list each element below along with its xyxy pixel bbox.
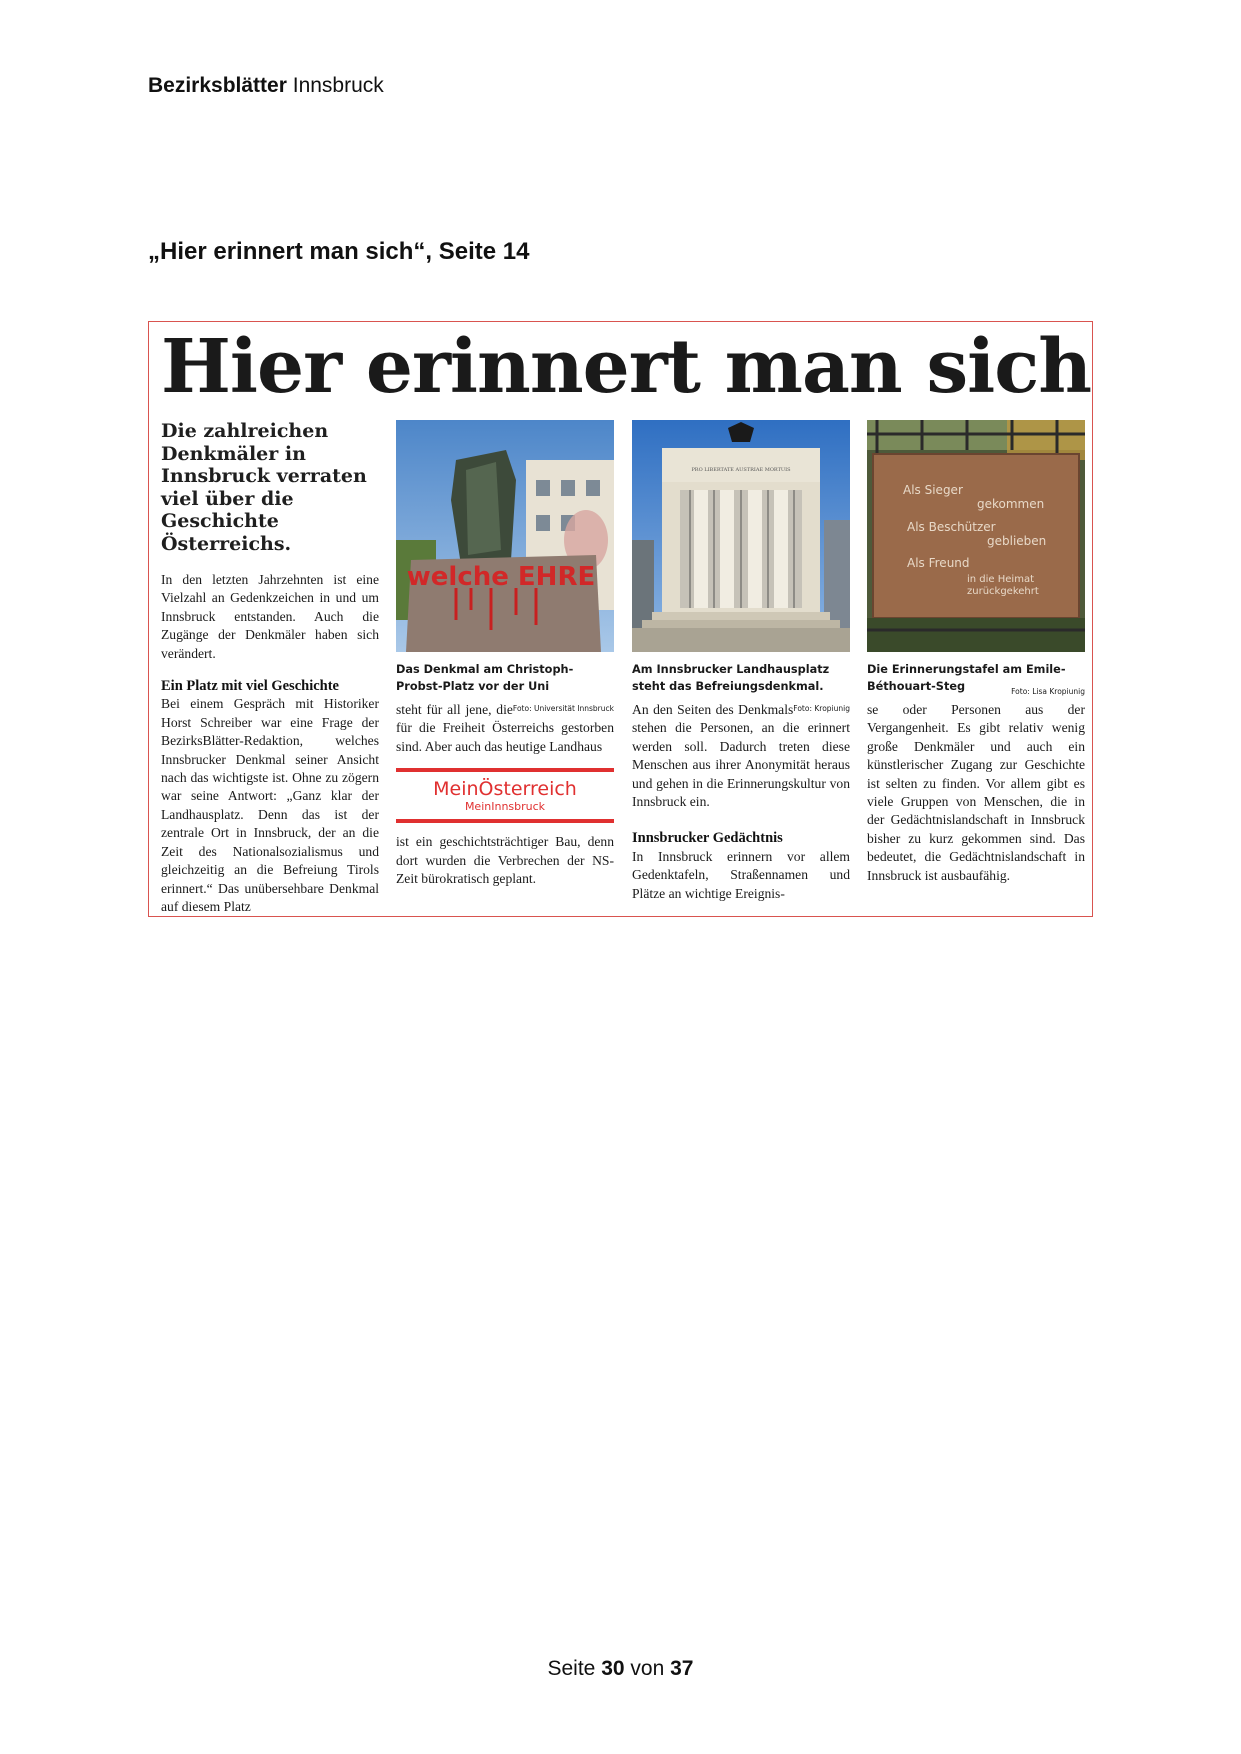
section-heading-2: Innsbrucker Gedächtnis [632,830,783,847]
caption-text: Am Innsbrucker Landhausplatz steht das Befreiungsdenkmal. [632,663,830,693]
photo-caption-3 [867,661,1085,701]
column-3 [632,420,850,903]
article-reference: „Hier erinnert man sich“, Seite 14 [148,238,530,265]
document-header [148,74,384,98]
promo-title: MeinÖsterreich [433,778,577,801]
photo-befreiungsdenkmal [632,420,850,652]
page-footer [0,1657,1241,1681]
publication-location: Innsbruck [292,74,384,97]
plaque-line: geblieben [987,534,1047,548]
column-4 [867,420,1085,885]
caption-text: Die Erinnerungstafel am Emile-Béthouart-Steg [867,663,1066,693]
column-2-text-b: ist ein geschichtsträchtiger Bau, denn dort wurden die Verbrechen der NS-Zeit bürokratisch geplant. [396,834,614,887]
column-2 [396,420,614,888]
promo-banner [396,768,614,823]
plaque-line: gekommen [977,497,1045,511]
page-prefix: Seite [547,1657,596,1680]
plaque-line: in die Heimat [967,574,1034,585]
plaque-line: Als Beschützer [907,520,996,534]
sign-text: welche EHRE [406,562,596,592]
plaque-line: Als Freund [907,556,970,570]
publication-name: Bezirksblätter [148,74,287,97]
column-4-text: se oder Personen aus der Vergangenheit. Es gibt relativ wenig große Denkmäler und auch ein künstlerischer Zugang zur Geschichte ist selten zu finden. Vor allem gibt es viele Gruppen von Menschen, die in der Gedächtnislandschaft in Innsbruck bisher zu kurz gekommen sind. Das bedeutet, die Gedächtnislandschaft in Innsbruck ist ausbaufähig. [867,702,1085,883]
promo-subtitle: MeinInnsbruck [464,800,546,814]
page-separator: von [630,1657,665,1680]
page-number: 30 [601,1657,625,1680]
photo-erinnerungstafel [867,420,1085,652]
plaque-line: zurückgekehrt [967,586,1039,597]
photo-caption-2 [632,661,850,713]
photo-credit: Foto: Lisa Kropiunig [1011,687,1085,696]
page-total: 37 [670,1657,694,1680]
plaque-line: Als Sieger [903,483,963,497]
monument-inscription: PRO LIBERTATE AUSTRIAE MORTUIS [691,467,791,473]
column-3-text-a: An den Seiten des Denkmals stehen die Personen, an die erinnert werden soll. Dadurch treten diese Menschen aus ihrer Anonymität heraus und gehen in die Erinnerungskultur von Innsbruck ein. [632,702,850,810]
photo-credit: Foto: Universität Innsbruck [512,704,614,713]
caption-text: Das Denkmal am Christoph-Probst-Platz vor der Uni [396,663,574,693]
newspaper-clipping [148,321,1093,917]
column-1 [161,420,379,916]
column-2-text-a: steht für all jene, die für die Freiheit Österreichs gestorben sind. Aber auch das heutige Landhaus [396,702,614,754]
column-3-text-b: In Innsbruck erinnern vor allem Gedenktafeln, Straßennamen und Plätze an wichtige Ereignis- [632,848,850,901]
article-lead: Die zahlreichen Denkmäler in Innsbruck verraten viel über die Geschichte Österreichs. [161,420,367,555]
section-heading-1: Ein Platz mit viel Geschichte [161,678,339,695]
article-intro: In den letzten Jahrzehnten ist eine Vielzahl an Gedenkzeichen in und um Innsbruck entstanden. Auch die Zugänge der Denkmäler haben sich verändert. [161,572,379,661]
article-headline: Hier erinnert man sich [161,324,1092,410]
section-text-1: Bei einem Gespräch mit Historiker Horst Schreiber war eine Frage der BezirksBlätter-Redaktion, welches Innsbrucker Denkmal seiner Ansicht nach das wichtigste ist. Ohne zu zögern war seine Antwort: „Ganz klar der Landhausplatz. Denn das ist der zentrale Ort in Innsbruck, der an die Zeit des Nationalsozialismus und gleichzeitig an die Befreiung Tirols erinnert.“ Das unübersehbare Denkmal auf diesem Platz [161,696,379,914]
photo-caption-1 [396,661,614,713]
photo-christoph-probst-memorial [396,420,614,652]
photo-credit: Foto: Kropiunig [793,704,850,713]
